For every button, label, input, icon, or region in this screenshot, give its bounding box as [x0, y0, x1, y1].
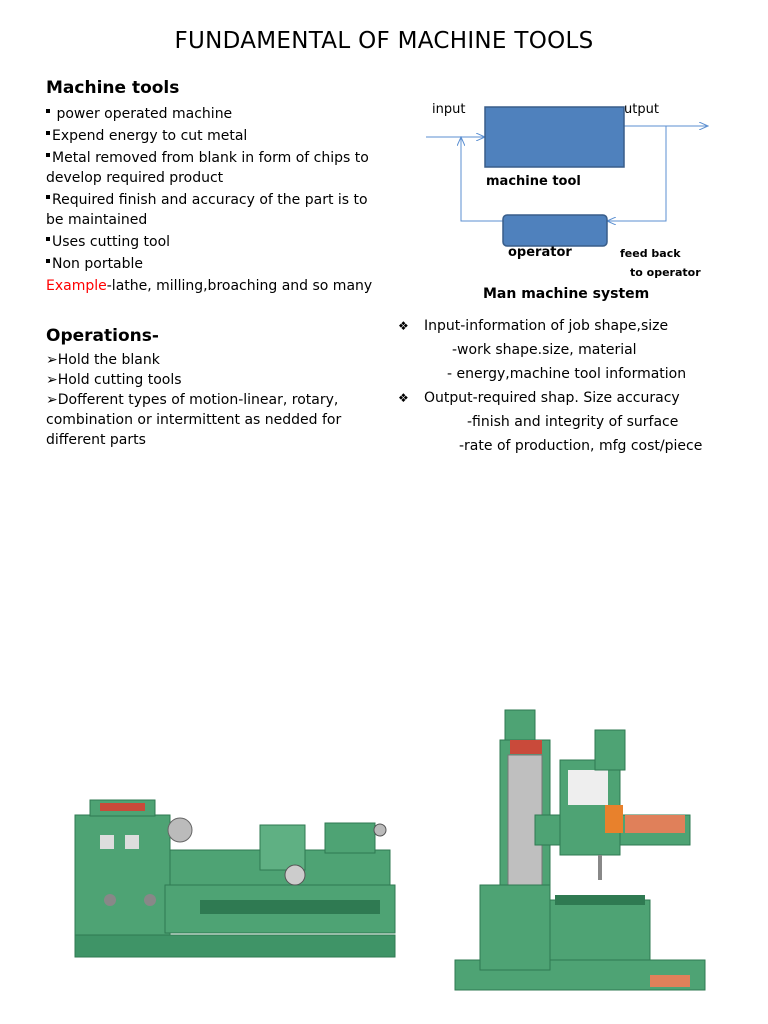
list-item: ❖ Output-required shap. Size accuracy	[398, 386, 738, 410]
list-item: Metal removed from blank in form of chips to develop required product	[46, 150, 369, 186]
feedback-label-1: feed back	[620, 247, 681, 260]
arrow-bullet-icon: ➢	[46, 352, 58, 368]
diagram-caption: Man machine system	[483, 286, 650, 302]
machine-tool-label: machine tool	[486, 174, 581, 189]
diamond-bullet-icon: ❖	[398, 391, 409, 405]
radial-drill-image	[450, 705, 720, 1010]
list-item: -finish and integrity of surface	[467, 414, 679, 430]
example-text: -lathe, milling,broaching and so many	[106, 278, 373, 294]
machine-tools-heading: Machine tools	[46, 78, 180, 98]
list-item: Expend energy to cut metal	[46, 126, 376, 146]
input-label: input	[432, 102, 466, 117]
list-item: Required finish and accuracy of the part is to be maintained	[46, 192, 368, 228]
arrow-bullet-icon: ➢	[46, 392, 58, 408]
list-item: - energy,machine tool information	[447, 366, 687, 382]
list-item: power operated machine	[46, 104, 376, 124]
list-item: -work shape.size, material	[452, 342, 637, 358]
diamond-bullet-icon: ❖	[398, 319, 409, 333]
list-item: Uses cutting tool	[46, 232, 376, 252]
list-item: Non portable	[46, 254, 376, 274]
operations-heading: Operations-	[46, 326, 159, 346]
list-item: -rate of production, mfg cost/piece	[459, 438, 703, 454]
list-item: ❖ Input-information of job shape,size	[398, 314, 738, 338]
operations-list	[46, 350, 376, 450]
example-label: Example	[46, 278, 107, 294]
list-item: ➢Dofferent types of motion-linear, rotary, combination or intermittent as nedded for different parts	[46, 392, 342, 448]
operator-box	[503, 215, 607, 246]
list-item: ➢Hold cutting tools	[46, 372, 182, 388]
operator-label: operator	[508, 245, 572, 260]
output-label: utput	[624, 102, 659, 117]
page-title: FUNDAMENTAL OF MACHINE TOOLS	[174, 28, 594, 54]
feedback-label-2: to operator	[630, 266, 701, 279]
machine-tool-box	[485, 107, 624, 167]
lathe-machine-image	[70, 795, 400, 965]
list-item: ➢Hold the blank	[46, 352, 160, 368]
arrow-bullet-icon: ➢	[46, 372, 58, 388]
system-list	[398, 314, 738, 458]
